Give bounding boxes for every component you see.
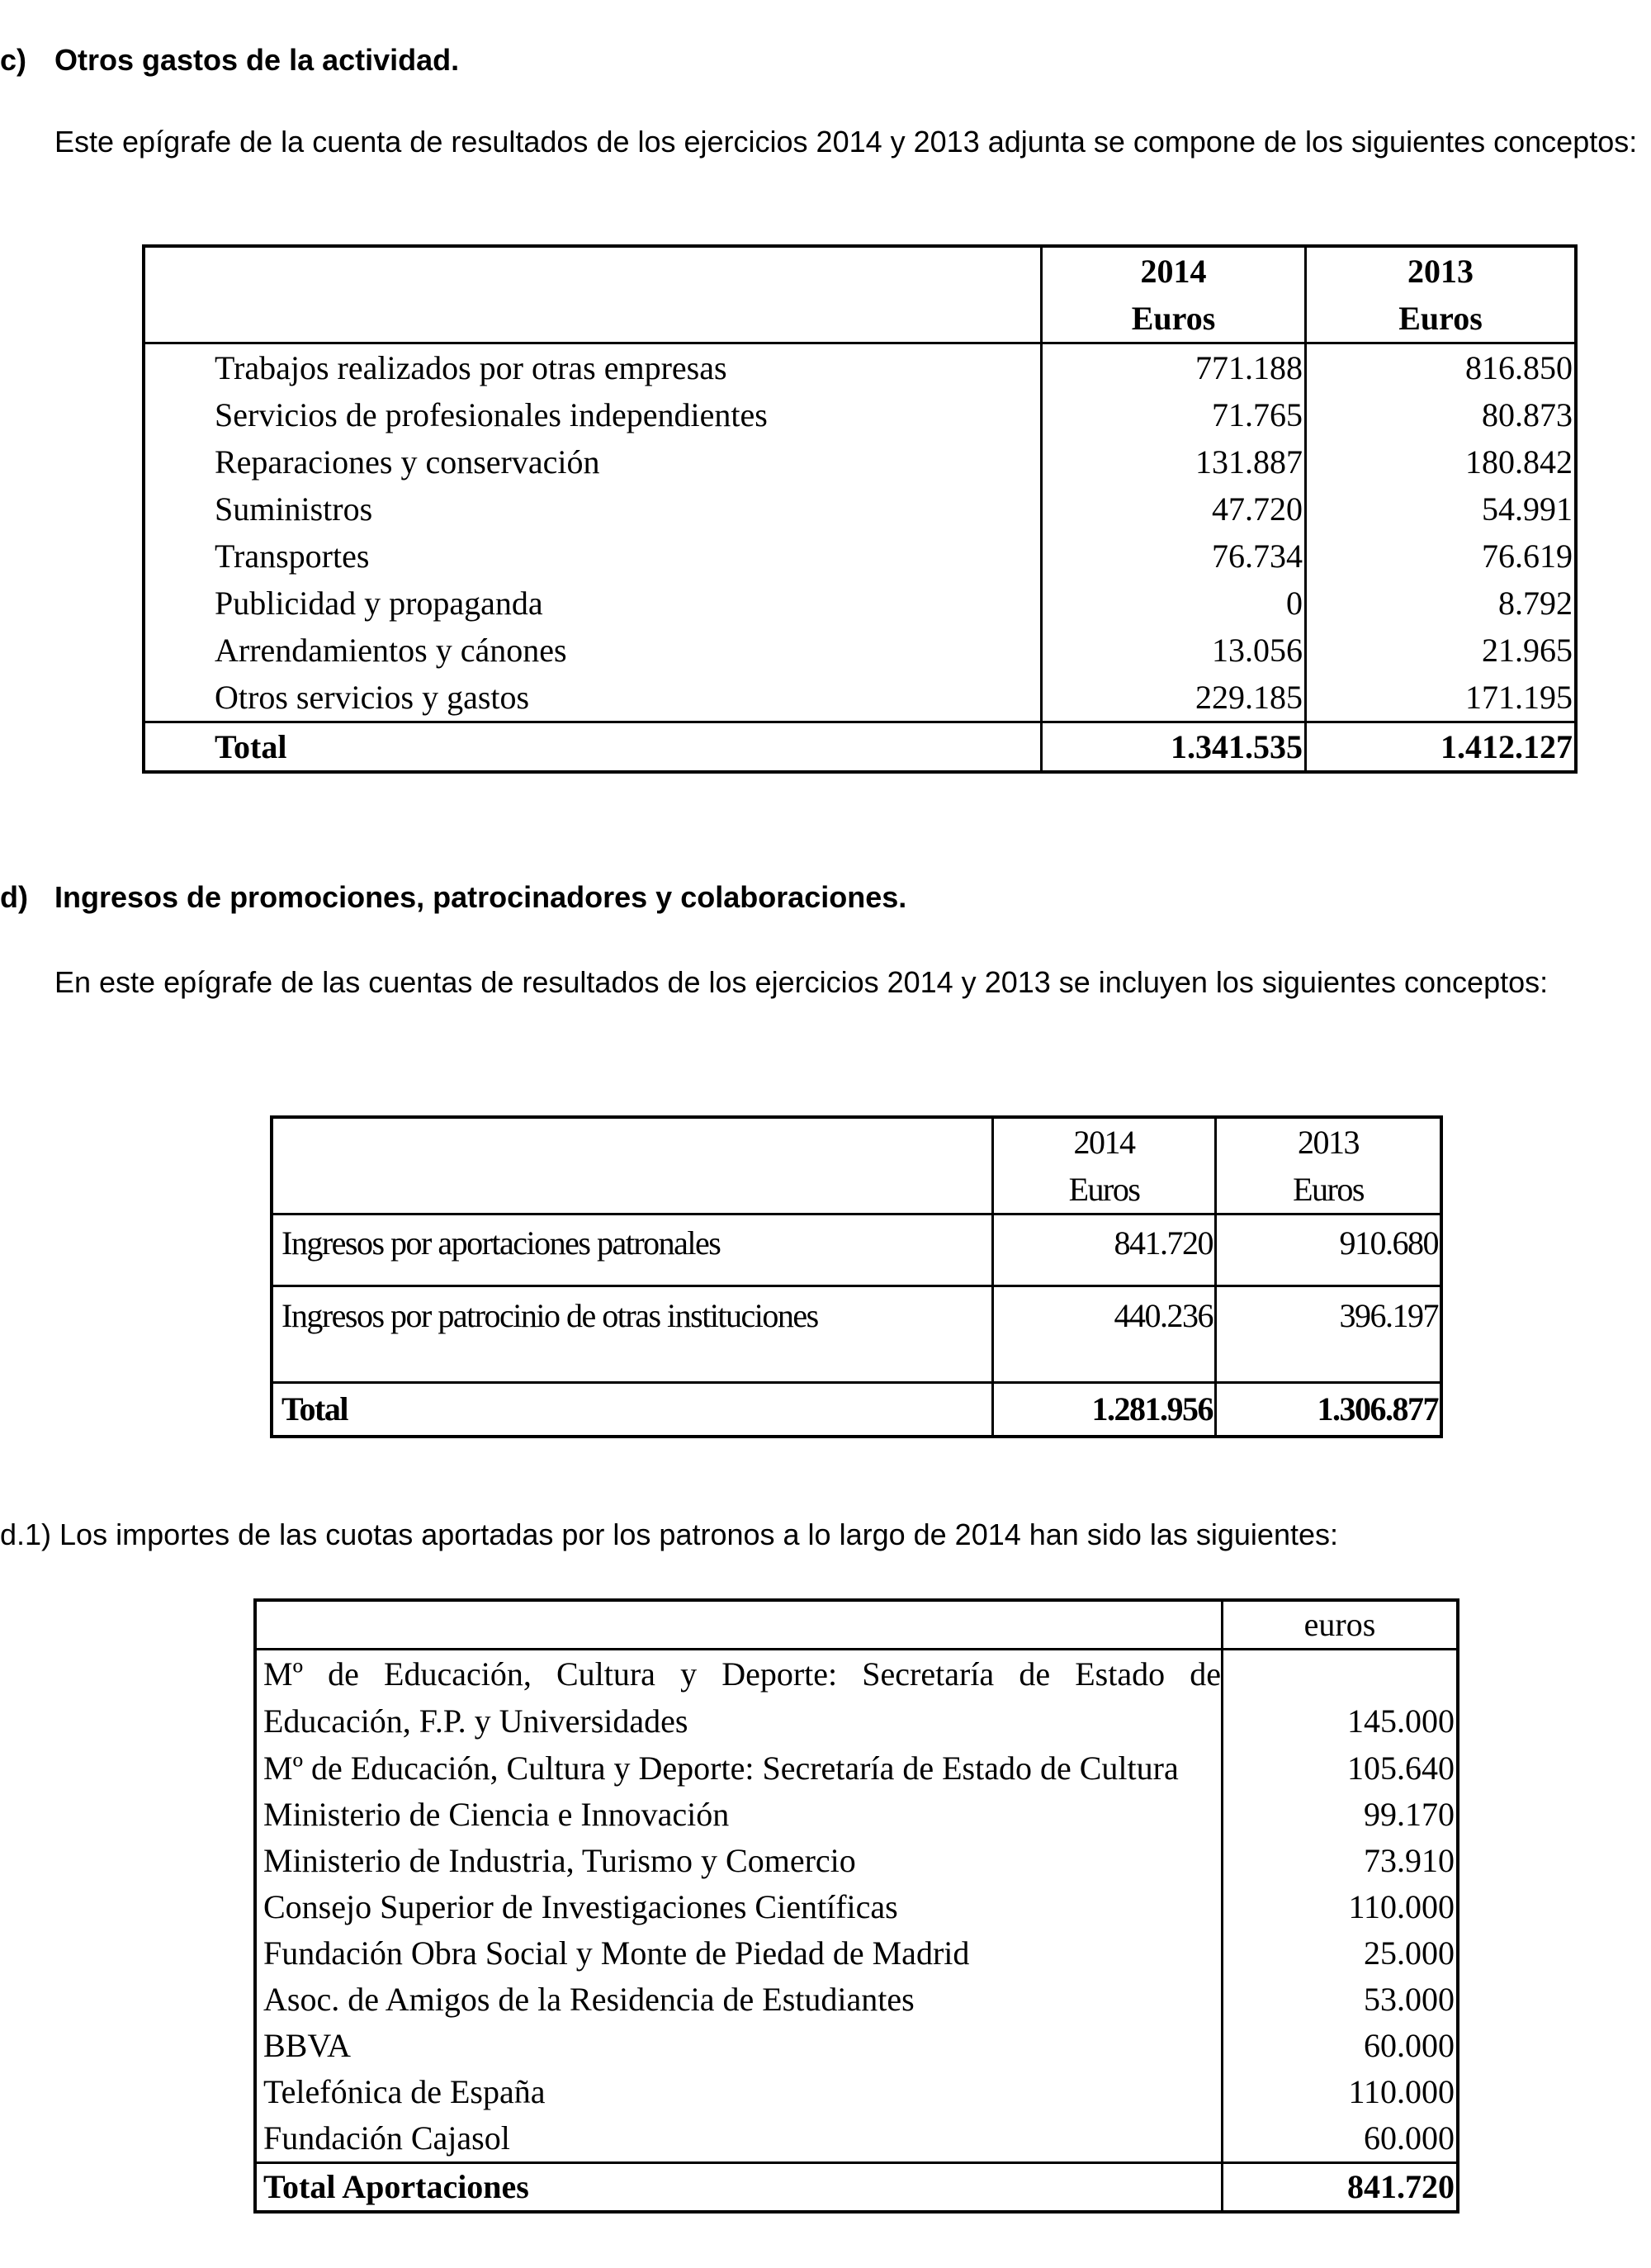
total-label: Total <box>144 722 1042 773</box>
header-2013 <box>1306 246 1577 343</box>
header-2013 <box>1216 1117 1442 1214</box>
total-value-2013: 1.412.127 <box>1306 722 1577 773</box>
table-total-row <box>255 2163 1458 2213</box>
table-header-row <box>255 1600 1458 1650</box>
table-row <box>144 391 1576 438</box>
row-value: 73.910 <box>1364 1842 1455 1879</box>
total-label: Total <box>272 1383 993 1437</box>
header-blank-cell <box>144 246 1042 343</box>
row-label: Ingresos por aportaciones patronales <box>272 1214 993 1286</box>
income-table <box>270 1115 1443 1438</box>
row-value: 105.640 <box>1347 1750 1455 1787</box>
row-label: Suministros <box>144 485 1042 533</box>
row-label: Consejo Superior de Investigaciones Científicas <box>255 1884 1223 1930</box>
row-value-2013: 21.965 <box>1482 632 1573 669</box>
row-value-2014: 131.887 <box>1042 438 1306 485</box>
row-label: Ingresos por patrocinio de otras instituciones <box>272 1286 993 1383</box>
row-value-2013: 396.197 <box>1216 1286 1442 1383</box>
table-total-row <box>272 1383 1441 1437</box>
row-label: Servicios de profesionales independientes <box>144 391 1042 438</box>
row-value-2014: 229.185 <box>1042 674 1306 722</box>
row-value: 99.170 <box>1364 1796 1455 1833</box>
row-value-2014: 841.720 <box>993 1214 1216 1286</box>
row-value-2014: 771.188 <box>1042 343 1306 392</box>
header-2013-unit: Euros <box>1293 1171 1364 1208</box>
row-value: 145.000 <box>1347 1702 1455 1740</box>
row-value-2014: 71.765 <box>1042 391 1306 438</box>
table-row <box>144 580 1576 627</box>
row-value-2013: 910.680 <box>1216 1214 1442 1286</box>
section-c-heading <box>0 43 459 78</box>
row-label: Reparaciones y conservación <box>144 438 1042 485</box>
total-label: Total Aportaciones <box>255 2163 1223 2213</box>
table-row <box>255 1884 1458 1930</box>
table-row <box>255 1650 1458 1745</box>
header-2013-year: 2013 <box>1298 1124 1359 1161</box>
section-c-letter: c) <box>0 43 27 77</box>
row-value-2014: 0 <box>1042 580 1306 627</box>
header-blank-cell <box>272 1117 993 1214</box>
section-d1-intro: d.1) Los importes de las cuotas aportadas por los patronos a lo largo de 2014 han sido las siguientes: <box>0 1518 1339 1551</box>
table-row <box>144 485 1576 533</box>
header-2014-year: 2014 <box>1140 253 1207 290</box>
header-2014 <box>1042 246 1306 343</box>
row-value-2013: 54.991 <box>1482 490 1573 528</box>
table-row <box>272 1214 1441 1286</box>
row-label: BBVA <box>255 2023 1223 2069</box>
table-header-row <box>272 1117 1441 1214</box>
row-value-2013: 80.873 <box>1482 396 1573 433</box>
table-row <box>144 627 1576 674</box>
table-row <box>144 343 1576 392</box>
table-row <box>144 674 1576 722</box>
header-2014 <box>993 1117 1216 1214</box>
row-label: Mº de Educación, Cultura y Deporte: Secretaría de Estado de Cultura <box>255 1745 1223 1792</box>
patron-contributions-table <box>253 1598 1459 2214</box>
row-value-2014: 47.720 <box>1042 485 1306 533</box>
header-2014-unit: Euros <box>1068 1171 1140 1208</box>
section-d-heading <box>0 880 906 915</box>
row-label: Otros servicios y gastos <box>144 674 1042 722</box>
row-value: 110.000 <box>1348 2073 1455 2110</box>
row-value: 60.000 <box>1364 2119 1455 2157</box>
row-label: Mº de Educación, Cultura y Deporte: Secretaría de Estado de Educación, F.P. y Universidades <box>255 1650 1223 1745</box>
table-row <box>255 1930 1458 1977</box>
other-expenses-table <box>142 244 1578 774</box>
row-label: Fundación Obra Social y Monte de Piedad de Madrid <box>255 1930 1223 1977</box>
header-2013-unit: Euros <box>1398 300 1483 337</box>
table-header-row <box>144 246 1576 343</box>
row-value-2013: 8.792 <box>1498 585 1573 622</box>
total-value: 841.720 <box>1223 2163 1459 2213</box>
row-label: Ministerio de Ciencia e Innovación <box>255 1792 1223 1838</box>
table-row <box>272 1286 1441 1383</box>
row-value-2014: 76.734 <box>1042 533 1306 580</box>
table-row <box>144 438 1576 485</box>
row-value-2013: 816.850 <box>1465 349 1573 386</box>
row-value: 25.000 <box>1364 1934 1455 1972</box>
section-d-paragraph: En este epígrafe de las cuentas de resultados de los ejercicios 2014 y 2013 se incluyen los siguientes conceptos: <box>54 965 1549 999</box>
total-value-2014: 1.341.535 <box>1042 722 1306 773</box>
row-value-2014: 13.056 <box>1042 627 1306 674</box>
row-value-2013: 171.195 <box>1465 679 1573 716</box>
table-row <box>255 2069 1458 2115</box>
header-2014-unit: Euros <box>1131 300 1216 337</box>
row-value: 110.000 <box>1348 1888 1455 1925</box>
table-row <box>255 2115 1458 2163</box>
header-blank-cell <box>255 1600 1223 1650</box>
section-c-paragraph: Este epígrafe de la cuenta de resultados de los ejercicios 2014 y 2013 adjunta se compone de los siguientes conceptos: <box>54 125 1638 159</box>
table-row <box>255 1977 1458 2023</box>
row-label: Ministerio de Industria, Turismo y Comercio <box>255 1838 1223 1884</box>
row-label: Arrendamientos y cánones <box>144 627 1042 674</box>
row-value-2014: 440.236 <box>993 1286 1216 1383</box>
row-value: 60.000 <box>1364 2027 1455 2064</box>
header-unit: euros <box>1223 1600 1459 1650</box>
table-row <box>144 533 1576 580</box>
row-label: Asoc. de Amigos de la Residencia de Estudiantes <box>255 1977 1223 2023</box>
row-value-2013: 180.842 <box>1465 443 1573 481</box>
row-value-2013: 76.619 <box>1482 537 1573 575</box>
table-row <box>255 1838 1458 1884</box>
table-total-row <box>144 722 1576 773</box>
table-row <box>255 1792 1458 1838</box>
table-row <box>255 1745 1458 1792</box>
row-label: Trabajos realizados por otras empresas <box>144 343 1042 392</box>
section-d-letter: d) <box>0 880 28 914</box>
row-label: Fundación Cajasol <box>255 2115 1223 2163</box>
total-value-2014: 1.281.956 <box>993 1383 1216 1437</box>
header-2014-year: 2014 <box>1073 1124 1135 1161</box>
total-value-2013: 1.306.877 <box>1317 1390 1438 1428</box>
section-d-title: Ingresos de promociones, patrocinadores y colaboraciones. <box>54 880 907 914</box>
row-label: Transportes <box>144 533 1042 580</box>
row-value: 53.000 <box>1364 1981 1455 2018</box>
section-c-title: Otros gastos de la actividad. <box>54 43 460 77</box>
header-2013-year: 2013 <box>1407 253 1474 290</box>
row-label: Publicidad y propaganda <box>144 580 1042 627</box>
row-label: Telefónica de España <box>255 2069 1223 2115</box>
table-row <box>255 2023 1458 2069</box>
